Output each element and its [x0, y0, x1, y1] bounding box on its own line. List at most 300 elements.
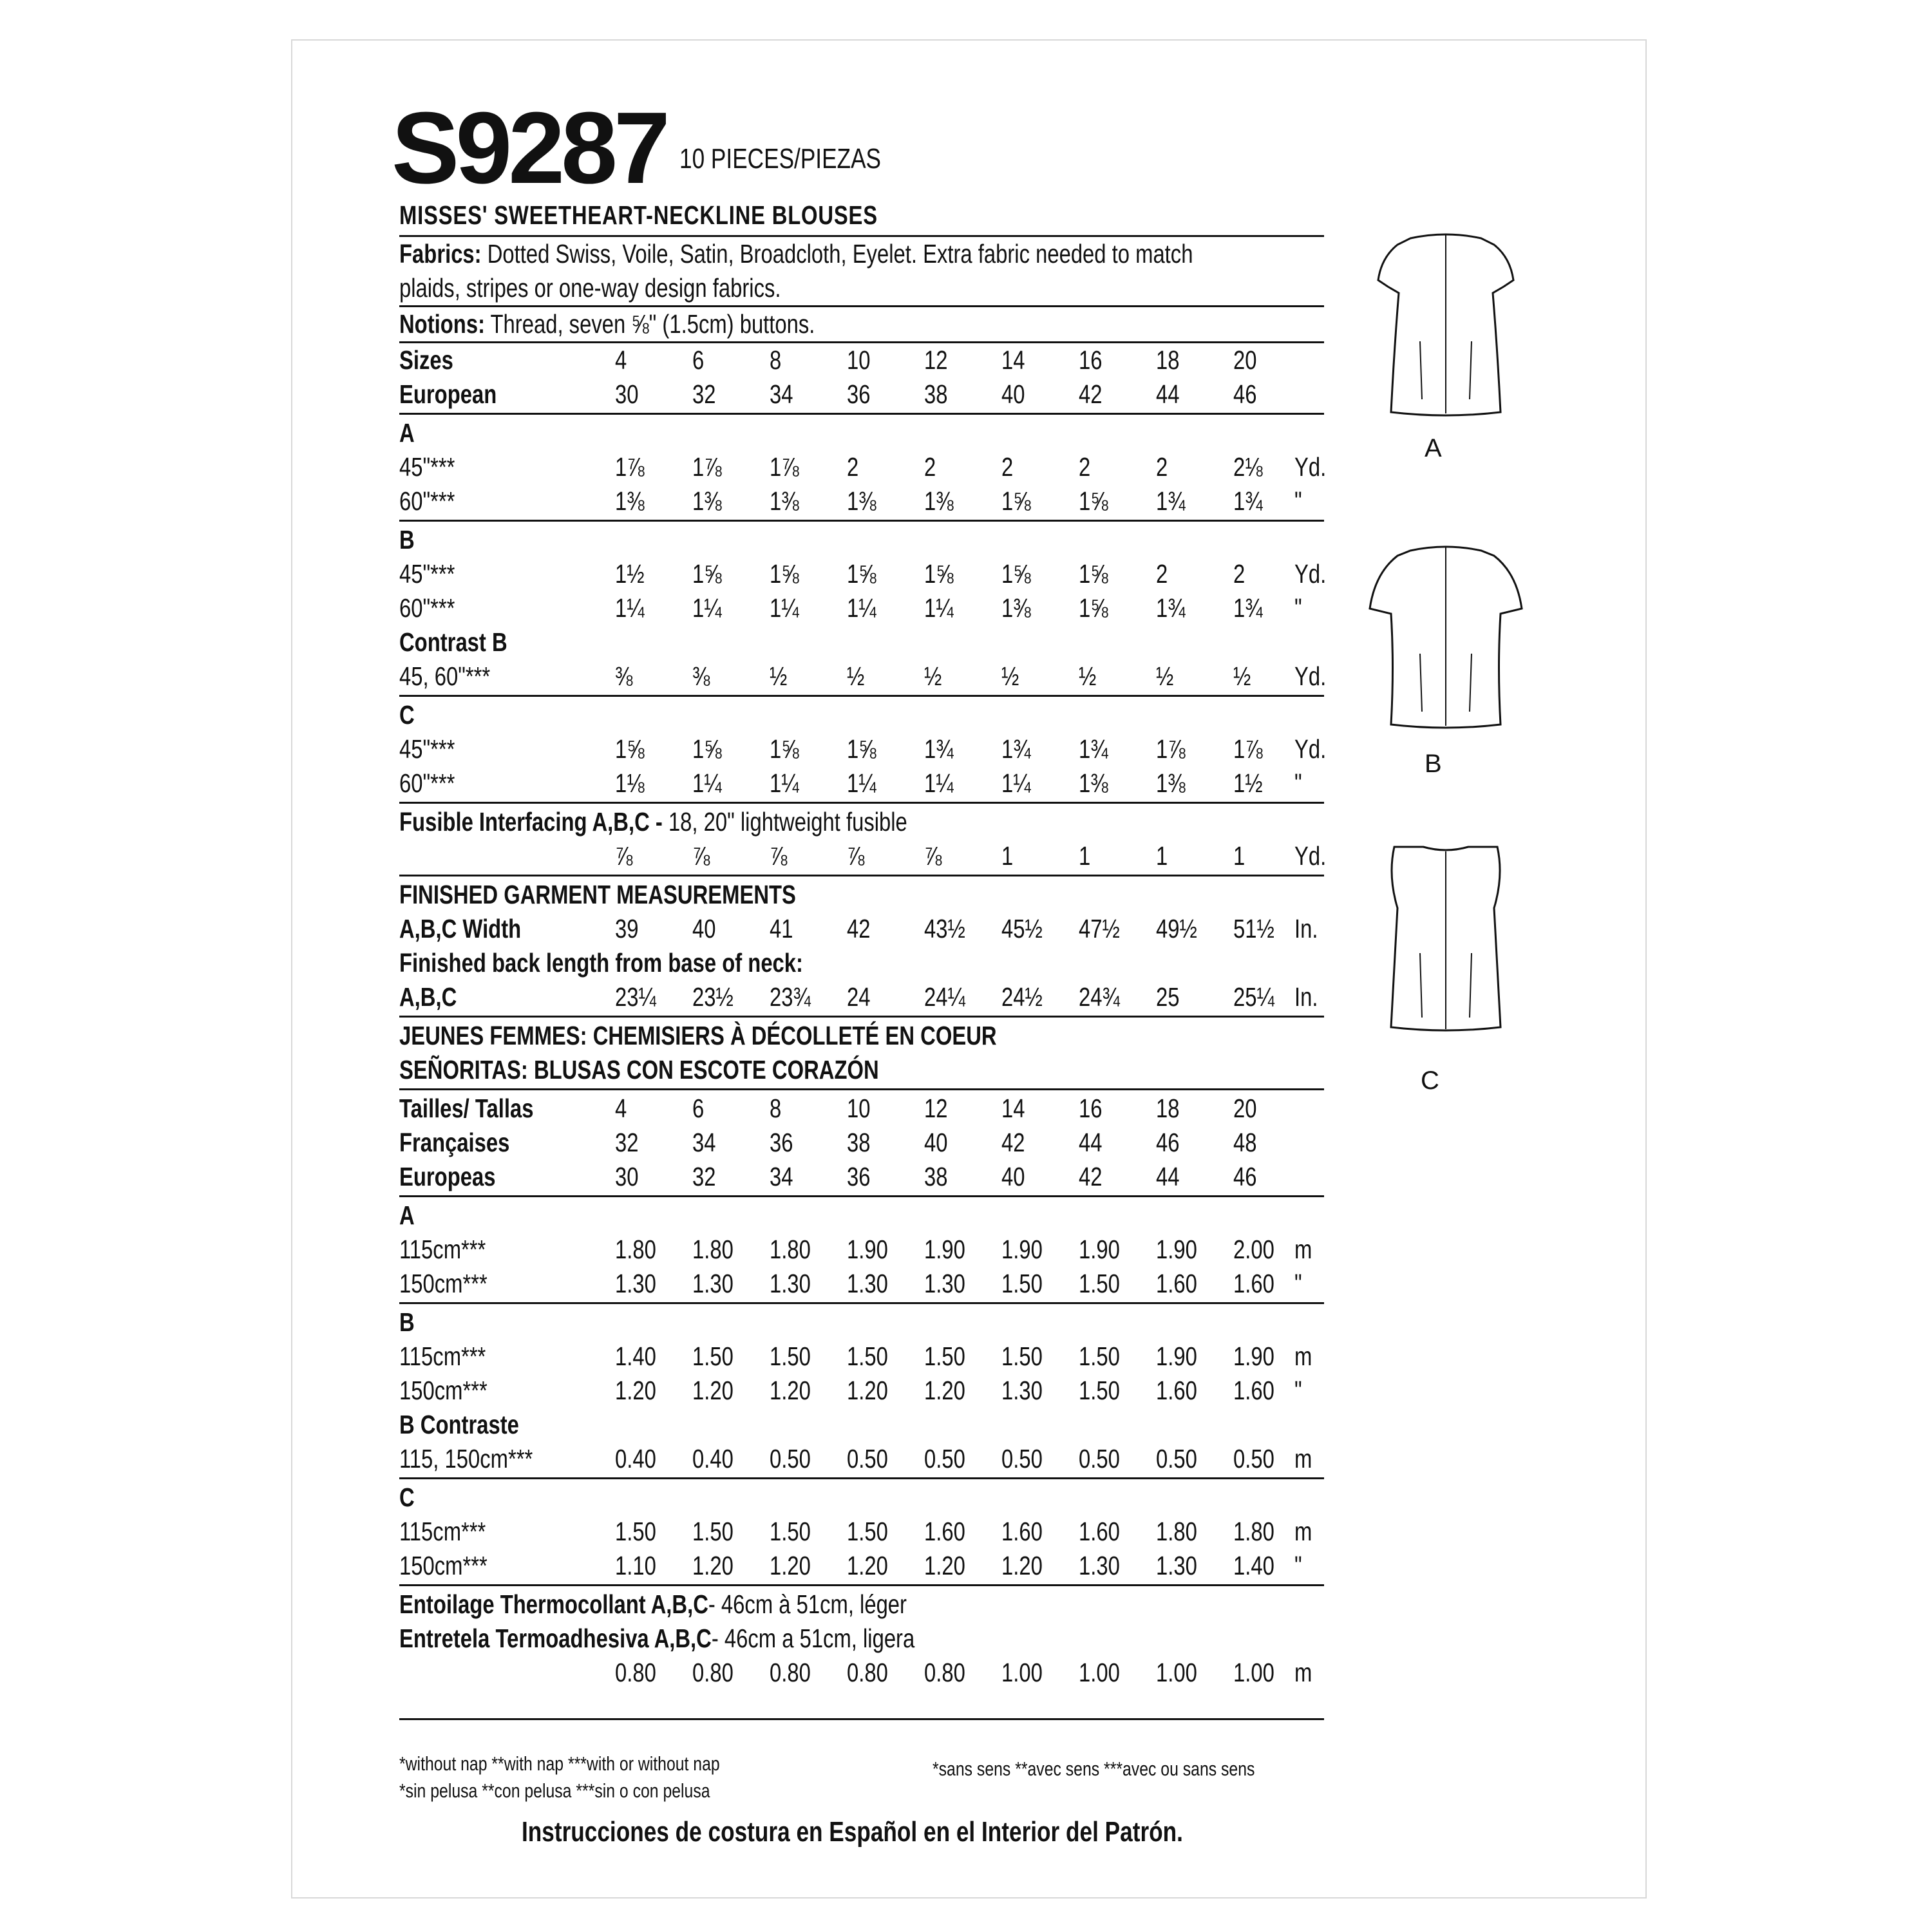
c-60-row-cell: 1¼: [924, 768, 954, 798]
b-60-row-unit: ": [1294, 593, 1302, 623]
title-fr: JEUNES FEMMES: CHEMISIERS À DÉCOLLETÉ EN COEUR: [399, 1021, 997, 1050]
b-45-row-cell: 2: [1156, 559, 1168, 589]
fr-a-115-row-cell: 1.90: [1156, 1235, 1197, 1264]
fr-b-115-row-cell: 1.50: [1079, 1341, 1120, 1371]
fusible-row: [399, 839, 1327, 873]
b-60-row-cell: 1¼: [924, 593, 954, 623]
b-45-row-cell: 1½: [615, 559, 645, 589]
francaises-row-cell: 36: [770, 1128, 793, 1157]
tailles-row-cell: 18: [1156, 1094, 1180, 1123]
c-45-row-cell: 1¾: [1079, 734, 1108, 764]
europeas-row-cell: 44: [1156, 1162, 1180, 1191]
c-45-row-cell: 1⅝: [692, 734, 722, 764]
fr-b-115-row-label: 115cm***: [399, 1341, 486, 1371]
b-contraste-row-cell: 0.40: [615, 1444, 656, 1473]
europeas-row-cell: 34: [770, 1162, 793, 1191]
european-row-cell: 32: [692, 379, 716, 409]
width-row: [399, 912, 1324, 946]
fr-view-c-heading: [399, 1481, 1324, 1515]
b-60-row-cell: 1¼: [615, 593, 645, 623]
c-60-row-cell: 1¼: [692, 768, 722, 798]
footnote-fr: *sans sens **avec sens ***avec ou sans sens: [933, 1757, 1255, 1780]
sizes-row-cell: 20: [1233, 345, 1257, 375]
fr-c-115-row: [399, 1515, 1324, 1549]
view-a-heading: [399, 416, 1324, 450]
b-contraste-row-cell: 0.50: [847, 1444, 888, 1473]
europeas-row-cell: 40: [1001, 1162, 1025, 1191]
tailles-row-cell: 10: [847, 1094, 871, 1123]
b-60-row-cell: 1⅜: [1001, 593, 1031, 623]
fr-c-150-row-cell: 1.20: [1001, 1551, 1043, 1580]
title-es: SEÑORITAS: BLUSAS CON ESCOTE CORAZÓN: [399, 1055, 879, 1084]
fr-b-115-row-cell: 1.40: [615, 1341, 656, 1371]
a-45-row-cell: 2⅛: [1233, 452, 1263, 482]
b-45-row-cell: 1⅝: [770, 559, 799, 589]
b-45-row: [399, 557, 1327, 591]
fr-a-150-row-cell: 1.50: [1079, 1269, 1120, 1298]
european-row-cell: 44: [1156, 379, 1180, 409]
a-45-row-cell: 1⅞: [770, 452, 799, 482]
length-row: [399, 980, 1324, 1014]
fr-b-115-row-unit: m: [1294, 1341, 1312, 1371]
c-45-row: [399, 732, 1327, 766]
contrast-b-row-cell: ⅜: [692, 661, 710, 691]
fr-c-115-row-cell: 1.60: [1001, 1517, 1043, 1546]
francaises-row-cell: 40: [924, 1128, 948, 1157]
fr-c-150-row-cell: 1.20: [924, 1551, 965, 1580]
c-45-row-cell: 1⅞: [1233, 734, 1263, 764]
width-row-cell: 47½: [1079, 914, 1120, 943]
length-row-cell: 24¼: [924, 982, 965, 1012]
fusible-row-cell: 1: [1079, 841, 1091, 871]
fr-a-150-row-cell: 1.60: [1233, 1269, 1274, 1298]
width-row-label: A,B,C Width: [399, 914, 522, 943]
fr-a-115-row-cell: 1.90: [924, 1235, 965, 1264]
sizes-row-label: Sizes: [399, 345, 453, 375]
fr-a-150-row-cell: 1.50: [1001, 1269, 1043, 1298]
b-60-row-cell: 1¼: [692, 593, 722, 623]
fr-c-150-row: [399, 1549, 1324, 1583]
b-60-row-cell: 1¼: [770, 593, 799, 623]
fr-c-115-row-cell: 1.80: [1233, 1517, 1274, 1546]
entoilage-heading: Entoilage Thermocollant A,B,C- 46cm à 51cm, léger: [399, 1589, 907, 1619]
europeas-row-cell: 30: [615, 1162, 639, 1191]
pieces-count: 10 PIECES/PIEZAS: [679, 143, 882, 175]
european-row-cell: 34: [770, 379, 793, 409]
c-45-row-cell: 1⅞: [1156, 734, 1186, 764]
c-60-row: [399, 766, 1324, 800]
yardage-chart: [399, 198, 1327, 1720]
fr-a-115-row-unit: m: [1294, 1235, 1312, 1264]
fr-b-150-row-cell: 1.20: [924, 1376, 965, 1405]
b-45-row-cell: 1⅝: [1001, 559, 1031, 589]
contrast-b-heading: [399, 625, 1324, 659]
length-row-cell: 24¾: [1079, 982, 1120, 1012]
entretela-row-cell: 1.00: [1233, 1658, 1274, 1687]
europeas-row-label: Europeas: [399, 1162, 496, 1191]
tailles-row-cell: 12: [924, 1094, 948, 1123]
fr-b-115-row-cell: 1.50: [1001, 1341, 1043, 1371]
francaises-row-cell: 46: [1156, 1128, 1180, 1157]
sizes-row-cell: 8: [770, 345, 782, 375]
a-45-row-cell: 2: [1079, 452, 1091, 482]
sizes-row-cell: 12: [924, 345, 948, 375]
fr-c-115-row-cell: 1.60: [1079, 1517, 1120, 1546]
european-row-cell: 38: [924, 379, 948, 409]
view-b-heading-label: B: [399, 525, 415, 554]
tailles-row-cell: 8: [770, 1094, 782, 1123]
europeas-row: [399, 1160, 1324, 1194]
entretela-row-cell: 0.80: [924, 1658, 965, 1687]
fr-b-115-row-cell: 1.50: [770, 1341, 811, 1371]
fr-b-115-row-cell: 1.50: [924, 1341, 965, 1371]
fr-a-150-row-cell: 1.30: [615, 1269, 656, 1298]
b-45-row-cell: 1⅝: [924, 559, 954, 589]
a-45-row: [399, 450, 1327, 484]
c-45-row-cell: 1¾: [924, 734, 954, 764]
sizes-row-cell: 18: [1156, 345, 1180, 375]
b-60-row-cell: 1⅝: [1079, 593, 1108, 623]
width-row-cell: 42: [847, 914, 871, 943]
b-contraste-row-cell: 0.50: [1156, 1444, 1197, 1473]
fr-a-115-row-cell: 1.80: [615, 1235, 656, 1264]
a-60-row-cell: 1⅜: [692, 486, 722, 516]
francaises-row-cell: 34: [692, 1128, 716, 1157]
fusible-row-cell: ⅞: [924, 841, 942, 871]
c-60-row-cell: 1⅜: [1079, 768, 1108, 798]
fr-c-115-row-unit: m: [1294, 1517, 1312, 1546]
fr-c-150-row-cell: 1.10: [615, 1551, 656, 1580]
width-row-cell: 51½: [1233, 914, 1274, 943]
b-contraste-row-cell: 0.50: [1233, 1444, 1274, 1473]
fr-a-115-row-cell: 2.00: [1233, 1235, 1274, 1264]
european-row-cell: 42: [1079, 379, 1103, 409]
b-contraste-row-cell: 0.50: [1001, 1444, 1043, 1473]
sizes-row-cell: 6: [692, 345, 705, 375]
view-b-label: B: [1425, 750, 1442, 778]
entretela-row-cell: 1.00: [1156, 1658, 1197, 1687]
a-45-row-cell: 2: [847, 452, 859, 482]
tailles-row: [399, 1092, 1324, 1126]
fusible-row-cell: 1: [1156, 841, 1168, 871]
c-60-row-cell: 1⅛: [615, 768, 645, 798]
fr-c-115-row-cell: 1.50: [615, 1517, 656, 1546]
fr-c-150-row-cell: 1.20: [847, 1551, 888, 1580]
a-45-row-cell: 2: [924, 452, 936, 482]
entretela-row-cell: 0.80: [692, 1658, 734, 1687]
francaises-row-label: Françaises: [399, 1128, 510, 1157]
c-45-row-cell: 1⅝: [770, 734, 799, 764]
b-contraste-row: [399, 1442, 1324, 1476]
blouse-view-a-illustration: [1365, 225, 1526, 419]
europeas-row-cell: 32: [692, 1162, 716, 1191]
fr-b-115-row: [399, 1340, 1324, 1374]
francaises-row-cell: 48: [1233, 1128, 1257, 1157]
contrast-b-row-cell: ½: [1233, 661, 1251, 691]
entretela-row-unit: m: [1294, 1658, 1312, 1687]
b-45-row-cell: 2: [1233, 559, 1245, 589]
fr-view-c-heading-label: C: [399, 1482, 415, 1512]
a-60-row-cell: 1⅝: [1079, 486, 1108, 516]
b-60-row-cell: 1¾: [1233, 593, 1263, 623]
fr-a-150-row-cell: 1.30: [924, 1269, 965, 1298]
length-row-unit: In.: [1294, 982, 1318, 1012]
francaises-row-cell: 44: [1079, 1128, 1103, 1157]
fr-b-150-row-cell: 1.20: [847, 1376, 888, 1405]
view-a-heading-label: A: [399, 418, 415, 448]
fr-c-150-row-cell: 1.20: [692, 1551, 734, 1580]
c-45-row-cell: 1¾: [1001, 734, 1031, 764]
contrast-b-row-unit: Yd.: [1294, 661, 1327, 691]
europeas-row-cell: 46: [1233, 1162, 1257, 1191]
b-45-row-cell: 1⅝: [692, 559, 722, 589]
a-60-row: [399, 484, 1324, 518]
fr-b-115-row-cell: 1.90: [1156, 1341, 1197, 1371]
european-row-label: European: [399, 379, 497, 409]
sizes-row-cell: 4: [615, 345, 627, 375]
fr-a-115-row-cell: 1.90: [1001, 1235, 1043, 1264]
contrast-b-row-cell: ½: [847, 661, 865, 691]
entretela-row-cell: 0.80: [615, 1658, 656, 1687]
fr-b-150-row-cell: 1.60: [1156, 1376, 1197, 1405]
fr-c-115-row-cell: 1.50: [770, 1517, 811, 1546]
c-60-row-cell: 1⅜: [1156, 768, 1186, 798]
contrast-b-row: [399, 659, 1327, 694]
fusible-row-cell: ⅞: [847, 841, 865, 871]
notions-line: Notions: Thread, seven ⅝" (1.5cm) buttons.: [399, 309, 815, 339]
entretela-row-cell: 0.80: [847, 1658, 888, 1687]
fr-b-115-row-cell: 1.50: [847, 1341, 888, 1371]
b-contraste-row-cell: 0.40: [692, 1444, 734, 1473]
fusible-row-cell: ⅞: [615, 841, 633, 871]
a-45-row-cell: 2: [1156, 452, 1168, 482]
fusible-row-cell: ⅞: [692, 841, 710, 871]
width-row-cell: 40: [692, 914, 716, 943]
fr-b-150-row-unit: ": [1294, 1376, 1302, 1405]
b-contraste-row-label: 115, 150cm***: [399, 1444, 533, 1473]
fr-b-150-row-cell: 1.20: [770, 1376, 811, 1405]
contrast-b-row-cell: ⅜: [615, 661, 633, 691]
b-60-row-cell: 1¾: [1156, 593, 1186, 623]
c-60-row-cell: 1¼: [770, 768, 799, 798]
c-60-row-unit: ": [1294, 768, 1302, 798]
fr-b-150-row-label: 150cm***: [399, 1376, 488, 1405]
fr-c-150-row-cell: 1.30: [1156, 1551, 1197, 1580]
a-60-row-cell: 1¾: [1156, 486, 1186, 516]
fr-b-115-row-cell: 1.50: [692, 1341, 734, 1371]
b-45-row-cell: 1⅝: [847, 559, 876, 589]
a-60-row-cell: 1⅜: [615, 486, 645, 516]
finished-title: FINISHED GARMENT MEASUREMENTS: [399, 880, 796, 909]
a-60-row-cell: 1⅜: [847, 486, 876, 516]
b-contraste-heading-label: B Contraste: [399, 1410, 519, 1439]
european-row-cell: 40: [1001, 379, 1025, 409]
fabrics-line-1: Fabrics: Dotted Swiss, Voile, Satin, Broadcloth, Eyelet. Extra fabric needed to match: [399, 239, 1193, 269]
b-contraste-row-cell: 0.50: [924, 1444, 965, 1473]
a-60-row-cell: 1¾: [1233, 486, 1263, 516]
europeas-row-cell: 38: [924, 1162, 948, 1191]
tailles-row-cell: 20: [1233, 1094, 1257, 1123]
tailles-row-cell: 4: [615, 1094, 627, 1123]
european-row-cell: 30: [615, 379, 639, 409]
width-row-unit: In.: [1294, 914, 1318, 943]
view-c-label: C: [1421, 1066, 1439, 1095]
width-row-cell: 45½: [1001, 914, 1043, 943]
a-60-row-cell: 1⅝: [1001, 486, 1031, 516]
fr-view-b-heading: [399, 1305, 1324, 1340]
b-45-row-label: 45"***: [399, 559, 455, 589]
b-contraste-row-unit: m: [1294, 1444, 1312, 1473]
b-60-row-cell: 1¼: [847, 593, 876, 623]
a-45-row-cell: 2: [1001, 452, 1014, 482]
fr-a-115-row-cell: 1.80: [692, 1235, 734, 1264]
c-60-row-cell: 1¼: [1001, 768, 1031, 798]
fr-a-150-row: [399, 1267, 1324, 1301]
fr-c-115-row-cell: 1.50: [692, 1517, 734, 1546]
contrast-b-row-cell: ½: [1079, 661, 1097, 691]
entretela-row: [399, 1656, 1324, 1690]
fusible-row-cell: ⅞: [770, 841, 788, 871]
length-row-label: A,B,C: [399, 982, 457, 1012]
b-contraste-row-cell: 0.50: [770, 1444, 811, 1473]
francaises-row-cell: 42: [1001, 1128, 1025, 1157]
c-60-row-cell: 1½: [1233, 768, 1263, 798]
length-row-cell: 24½: [1001, 982, 1043, 1012]
length-row-cell: 25: [1156, 982, 1180, 1012]
entretela-row-cell: 1.00: [1079, 1658, 1120, 1687]
fr-b-115-row-cell: 1.90: [1233, 1341, 1274, 1371]
contrast-b-row-label: 45, 60"***: [399, 661, 491, 691]
c-45-row-cell: 1⅝: [615, 734, 645, 764]
fr-view-a-heading: [399, 1198, 1324, 1233]
contrast-b-row-cell: ½: [1156, 661, 1174, 691]
fr-a-150-row-cell: 1.30: [770, 1269, 811, 1298]
view-a-label: A: [1425, 434, 1442, 462]
b-60-row-label: 60"***: [399, 593, 455, 623]
fr-a-115-row-cell: 1.80: [770, 1235, 811, 1264]
sizes-row-cell: 16: [1079, 345, 1103, 375]
a-60-row-cell: 1⅜: [924, 486, 954, 516]
fr-a-115-row-label: 115cm***: [399, 1235, 486, 1264]
blouse-view-c-illustration: [1365, 837, 1526, 1037]
b-contraste-row-cell: 0.50: [1079, 1444, 1120, 1473]
fr-c-150-row-label: 150cm***: [399, 1551, 488, 1580]
fr-b-150-row-cell: 1.60: [1233, 1376, 1274, 1405]
fusible-row-unit: Yd.: [1294, 841, 1327, 871]
european-row-cell: 36: [847, 379, 871, 409]
b-60-row: [399, 591, 1324, 625]
contrast-b-row-cell: ½: [924, 661, 942, 691]
entretela-row-cell: 1.00: [1001, 1658, 1043, 1687]
fr-b-150-row-cell: 1.50: [1079, 1376, 1120, 1405]
contrast-b-heading-label: Contrast B: [399, 627, 507, 657]
length-row-cell: 23½: [692, 982, 734, 1012]
fr-b-150-row: [399, 1374, 1324, 1408]
fr-c-115-row-cell: 1.80: [1156, 1517, 1197, 1546]
fr-b-150-row-cell: 1.30: [1001, 1376, 1043, 1405]
fr-a-115-row-cell: 1.90: [1079, 1235, 1120, 1264]
tailles-row-label: Tailles/ Tallas: [399, 1094, 534, 1123]
francaises-row: [399, 1126, 1324, 1160]
title-en: MISSES' SWEETHEART-NECKLINE BLOUSES: [399, 200, 878, 230]
fr-c-115-row-cell: 1.50: [847, 1517, 888, 1546]
length-row-cell: 23¾: [770, 982, 811, 1012]
entretela-row-cell: 0.80: [770, 1658, 811, 1687]
b-45-row-unit: Yd.: [1294, 559, 1327, 589]
length-row-cell: 23¼: [615, 982, 656, 1012]
fr-c-150-row-cell: 1.40: [1233, 1551, 1274, 1580]
footnote-es: *sin pelusa **con pelusa ***sin o con pelusa: [399, 1779, 710, 1802]
spanish-instructions-note: Instrucciones de costura en Español en el Interior del Patrón.: [522, 1816, 1183, 1848]
fr-c-150-row-cell: 1.30: [1079, 1551, 1120, 1580]
tailles-row-cell: 6: [692, 1094, 705, 1123]
fr-c-115-row-cell: 1.60: [924, 1517, 965, 1546]
sizes-row-cell: 14: [1001, 345, 1025, 375]
a-45-row-cell: 1⅞: [615, 452, 645, 482]
view-b-heading: [399, 523, 1324, 557]
entretela-heading: Entretela Termoadhesiva A,B,C- 46cm a 51cm, ligera: [399, 1624, 915, 1653]
fusible-row-cell: 1: [1233, 841, 1245, 871]
fr-a-150-row-unit: ": [1294, 1269, 1302, 1298]
a-60-row-label: 60"***: [399, 486, 455, 516]
fr-a-150-row-cell: 1.60: [1156, 1269, 1197, 1298]
european-row: [399, 377, 1324, 412]
a-45-row-label: 45"***: [399, 452, 455, 482]
a-45-row-unit: Yd.: [1294, 452, 1327, 482]
europeas-row-cell: 42: [1079, 1162, 1103, 1191]
length-row-cell: 24: [847, 982, 871, 1012]
fr-b-150-row-cell: 1.20: [692, 1376, 734, 1405]
tailles-row-cell: 16: [1079, 1094, 1103, 1123]
contrast-b-row-cell: ½: [770, 661, 788, 691]
tailles-row-cell: 14: [1001, 1094, 1025, 1123]
a-45-row-cell: 1⅞: [692, 452, 722, 482]
back-length-heading: Finished back length from base of neck:: [399, 948, 803, 978]
c-45-row-label: 45"***: [399, 734, 455, 764]
b-contraste-heading: [399, 1408, 1324, 1442]
european-row-cell: 46: [1233, 379, 1257, 409]
a-60-row-unit: ": [1294, 486, 1302, 516]
c-45-row-cell: 1⅝: [847, 734, 876, 764]
fr-a-150-row-cell: 1.30: [847, 1269, 888, 1298]
fr-a-150-row-cell: 1.30: [692, 1269, 734, 1298]
francaises-row-cell: 38: [847, 1128, 871, 1157]
fr-c-150-row-unit: ": [1294, 1551, 1302, 1580]
a-60-row-cell: 1⅜: [770, 486, 799, 516]
fabrics-line-2: plaids, stripes or one-way design fabrics.: [399, 273, 781, 303]
length-row-cell: 25¼: [1233, 982, 1274, 1012]
footnote-en: *without nap **with nap ***with or without nap: [399, 1752, 720, 1775]
c-60-row-cell: 1¼: [847, 768, 876, 798]
contrast-b-row-cell: ½: [1001, 661, 1019, 691]
width-row-cell: 49½: [1156, 914, 1197, 943]
fusible-row-cell: 1: [1001, 841, 1014, 871]
fr-a-115-row-cell: 1.90: [847, 1235, 888, 1264]
c-60-row-label: 60"***: [399, 768, 455, 798]
view-c-heading-label: C: [399, 700, 415, 730]
view-c-heading: [399, 698, 1324, 732]
europeas-row-cell: 36: [847, 1162, 871, 1191]
fusible-heading: Fusible Interfacing A,B,C - 18, 20" lightweight fusible: [399, 807, 907, 837]
pattern-code: S9287: [392, 91, 667, 205]
fr-view-a-heading-label: A: [399, 1200, 415, 1230]
width-row-cell: 41: [770, 914, 793, 943]
fr-b-150-row-cell: 1.20: [615, 1376, 656, 1405]
c-45-row-unit: Yd.: [1294, 734, 1327, 764]
width-row-cell: 43½: [924, 914, 965, 943]
fr-c-115-row-label: 115cm***: [399, 1517, 486, 1546]
francaises-row-cell: 32: [615, 1128, 639, 1157]
